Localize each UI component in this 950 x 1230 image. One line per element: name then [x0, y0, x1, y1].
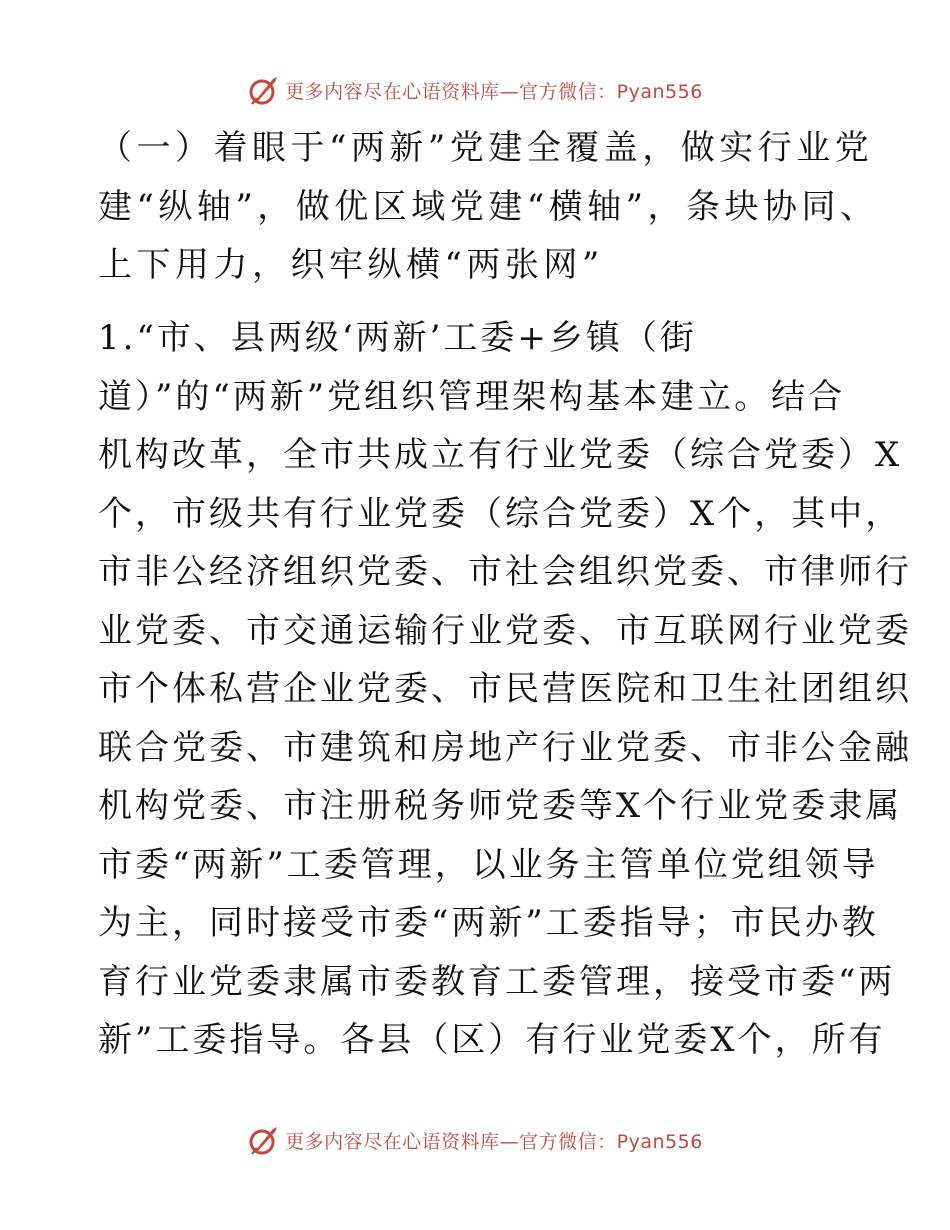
heading-line: 上下用力，织牢纵横“两张网” — [98, 245, 604, 285]
paragraph-line: 机构改革，全市共成立有行业党委（综合党委）X — [98, 435, 903, 475]
paragraph-line: 为主，同时接受市委“两新”工委指导；市民办教 — [98, 903, 879, 943]
paragraph-line: 联合党委、市建筑和房地产行业党委、市非公金融 — [98, 728, 912, 768]
paragraph-line: 机构党委、市注册税务师党委等X个行业党委隶属 — [98, 786, 903, 826]
footer-banner — [0, 1120, 950, 1160]
quill-logo-icon — [247, 73, 281, 107]
quill-logo-icon — [247, 1123, 281, 1157]
header-banner — [0, 70, 950, 110]
footer-banner-text: 更多内容尽在心语资料库—官方微信：Pyan556 — [285, 1130, 703, 1153]
paragraph-line: 1.“市、县两级‘两新’工委+乡镇（街 — [98, 318, 697, 358]
paragraph-line: 个，市级共有行业党委（综合党委）X个，其中， — [98, 494, 903, 534]
paragraph-line: 新”工委指导。各县（区）有行业党委X个，所有 — [98, 1020, 886, 1060]
paragraph-line: 市个体私营企业党委、市民营医院和卫生社团组织 — [98, 669, 912, 709]
heading-line: （一）着眼于“两新”党建全覆盖，做实行业党 — [98, 128, 874, 168]
paragraph-line: 市非公经济组织党委、市社会组织党委、市律师行 — [98, 552, 912, 592]
header-banner-text: 更多内容尽在心语资料库—官方微信：Pyan556 — [285, 80, 703, 103]
paragraph-line: 业党委、市交通运输行业党委、市互联网行业党委 — [98, 611, 912, 651]
paragraph-line: 育行业党委隶属市委教育工委管理，接受市委“两 — [98, 962, 896, 1002]
paragraph-line: 市委“两新”工委管理，以业务主管单位党组领导 — [98, 845, 879, 885]
heading-line: 建“纵轴”，做优区域党建“横轴”，条块协同、 — [98, 187, 879, 227]
paragraph-line: 道）”的“两新”党组织管理架构基本建立。结合 — [98, 377, 846, 417]
